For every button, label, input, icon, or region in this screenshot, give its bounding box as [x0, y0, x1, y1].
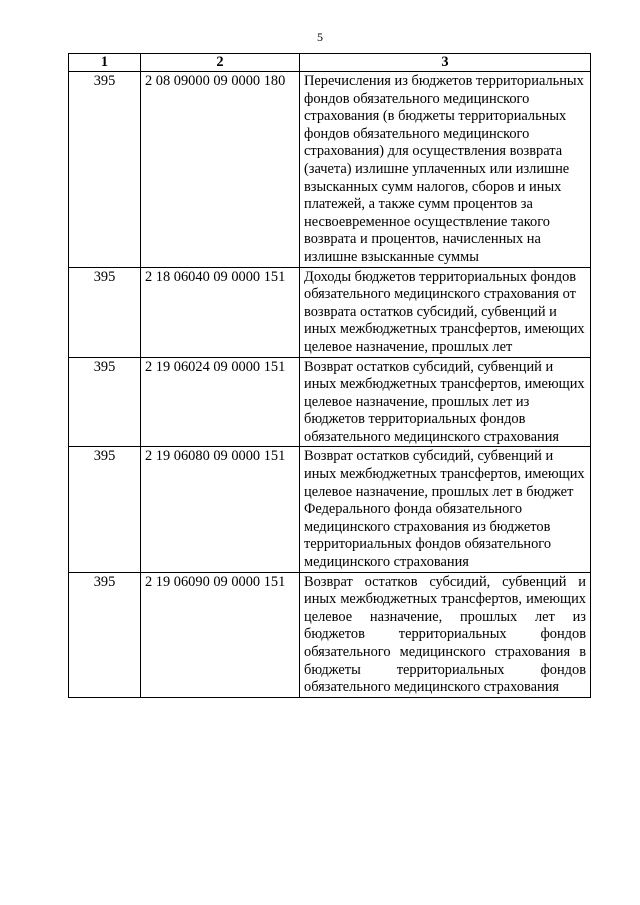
description-cell: Перечисления из бюджетов территориальных фондов обязательного медицинского страхования (в бюджеты территориальных фондов обязательного медицинского страхования) для осуществления возврата (зачета) излишне уплаченных или излишне взысканных сумм налогов, сборов и иных платежей, а также сумм процентов за несвоевременное осуществление такого возврата и процентов, начисленных на излишне взысканные суммы [300, 72, 591, 268]
table-row [69, 267, 591, 357]
budget-code-cell: 2 08 09000 09 0000 180 [141, 72, 300, 268]
admin-code-cell: 395 [69, 572, 141, 697]
budget-code-cell: 2 19 06024 09 0000 151 [141, 357, 300, 447]
table-header [69, 54, 591, 72]
admin-code-cell: 395 [69, 357, 141, 447]
admin-code-cell: 395 [69, 72, 141, 268]
description-cell: Доходы бюджетов территориальных фондов обязательного медицинского страхования от возврата остатков субсидий, субвенций и иных межбюджетных трансфертов, имеющих целевое назначение, прошлых лет [300, 267, 591, 357]
table-row [69, 572, 591, 697]
header-row [69, 54, 591, 72]
admin-code-cell: 395 [69, 267, 141, 357]
description-cell: Возврат остатков субсидий, субвенций и иных межбюджетных трансфертов, имеющих целевое назначение, прошлых лет в бюджет Федерального фонда обязательного медицинского страхования из бюджетов территориальных фондов обязательного медицинского страхования [300, 447, 591, 572]
column-header-3: 3 [300, 54, 591, 72]
table-body [69, 72, 591, 698]
admin-code-cell: 395 [69, 447, 141, 572]
budget-code-cell: 2 18 06040 09 0000 151 [141, 267, 300, 357]
table-row [69, 447, 591, 572]
column-header-1: 1 [69, 54, 141, 72]
budget-code-cell: 2 19 06090 09 0000 151 [141, 572, 300, 697]
description-cell: Возврат остатков субсидий, субвенций и иных межбюджетных трансфертов, имеющих целевое назначение, прошлых лет из бюджетов территориальных фондов обязательного медицинского страхования [300, 357, 591, 447]
description-cell: Возврат остатков субсидий, субвенций и иных межбюджетных трансфертов, имеющих целевое назначение, прошлых лет из бюджетов территориальных фондов обязательного медицинского страхования в бюджеты территориальных фондов обязательного медицинского страхования [300, 572, 591, 697]
budget-code-cell: 2 19 06080 09 0000 151 [141, 447, 300, 572]
budget-codes-table [68, 53, 591, 698]
table-row [69, 357, 591, 447]
page-number: 5 [317, 30, 323, 44]
column-header-2: 2 [141, 54, 300, 72]
table-row [69, 72, 591, 268]
